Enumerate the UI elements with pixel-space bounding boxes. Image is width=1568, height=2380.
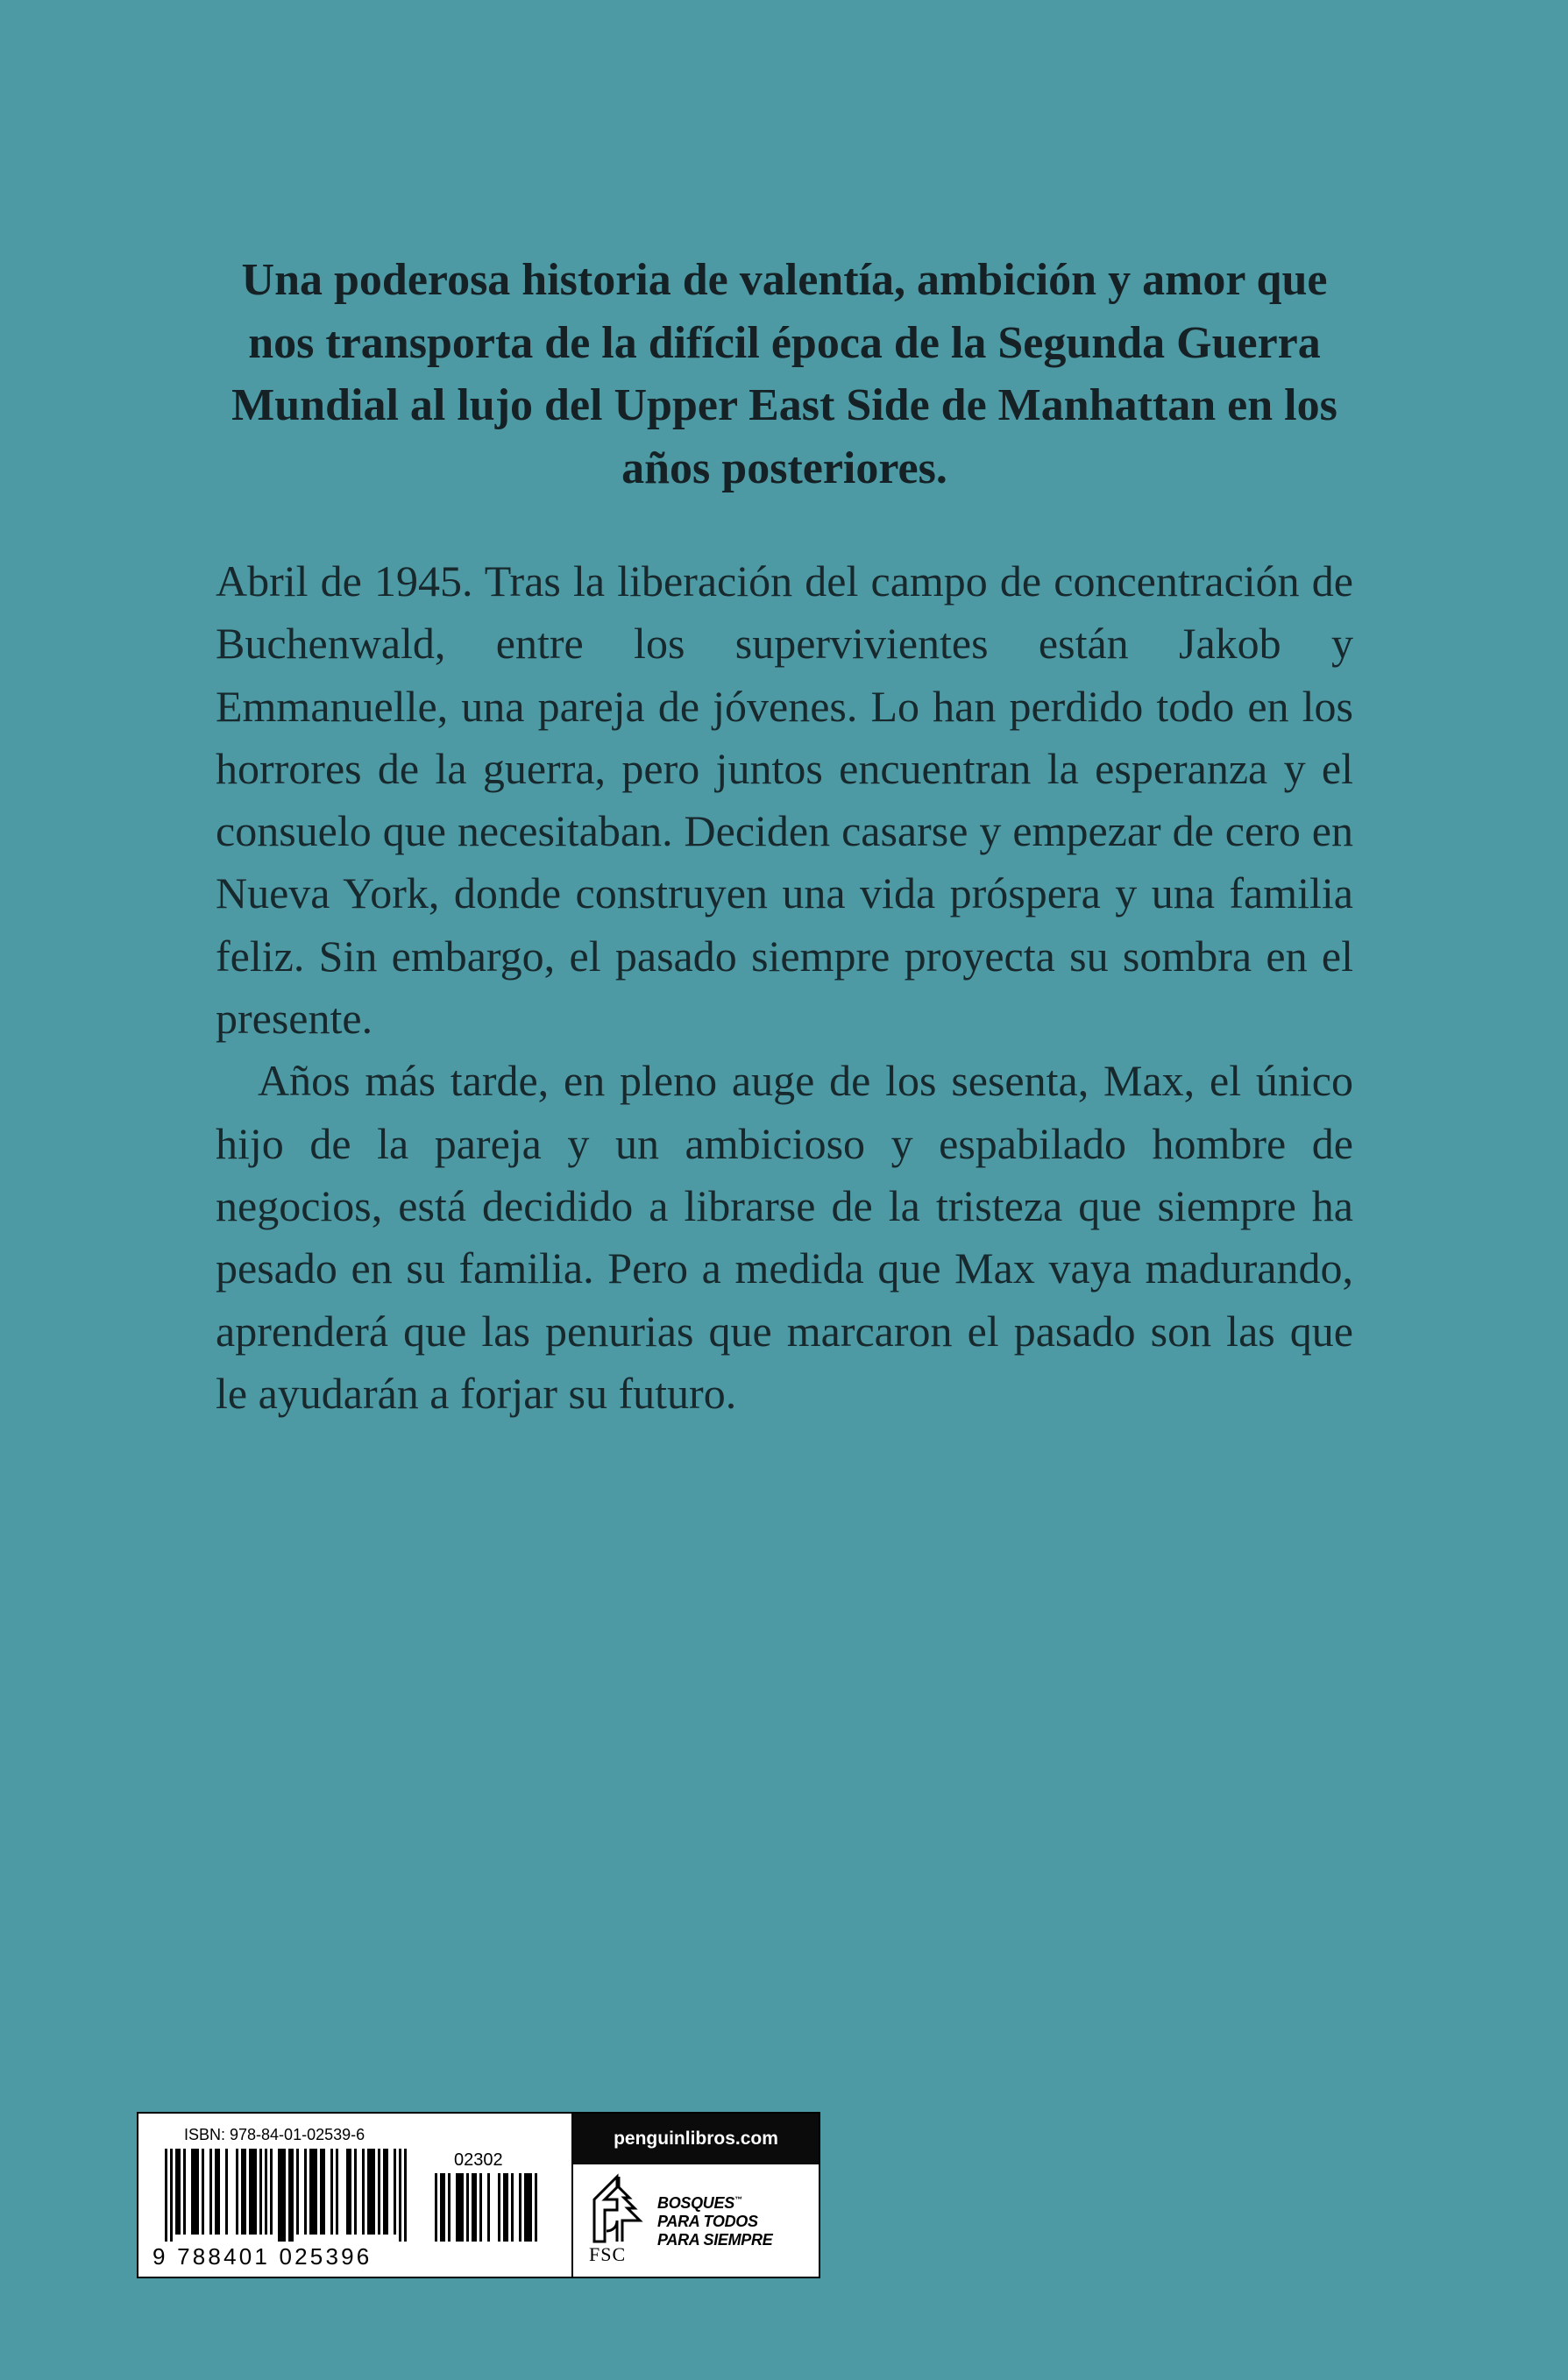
fsc-tree-icon	[587, 2173, 649, 2243]
synopsis-paragraph-2: Años más tarde, en pleno auge de los sesenta, Max, el único hijo de la pareja y un ambicioso y espabilado hombre de negocios, está decidido a librarse de la tristeza que siempre ha pesado en su familia. Pero a medida que Max vaya madurando, aprenderá que las penurias que marcaron el pasado son las que le ayudarán a forjar su futuro.	[216, 1056, 1353, 1418]
synopsis-paragraph-1: Abril de 1945. Tras la liberación del campo de concentración de Buchenwald, entre los supervivientes están Jakob y Emmanuelle, una pareja de jóvenes. Lo han perdido todo en los horrores de la guerra, pero juntos encuentran la esperanza y el consuelo que necesitaban. Deciden casarse y empezar de cero en Nueva York, donde construyen una vida próspera y una familia feliz. Sin embargo, el pasado siempre proyecta su sombra en el presente.	[216, 556, 1353, 1044]
fsc-logo	[573, 2164, 819, 2277]
barcode-icon	[165, 2149, 428, 2242]
publisher-url: penguinlibros.com	[573, 2114, 819, 2164]
barcode-panel	[137, 2112, 820, 2278]
addon-barcode-icon	[435, 2173, 549, 2242]
fsc-label: FSC	[589, 2243, 627, 2265]
ean-digits: 9 788401 025396	[153, 2243, 372, 2270]
addon-number: 02302	[454, 2150, 503, 2170]
tagline: Una poderosa historia de valentía, ambición y amor que nos transporta de la difícil época de la Segunda Guerra Mundial al lujo del Upper East Side de Manhattan en los años posteriores.	[231, 255, 1337, 493]
barcode-area	[138, 2114, 571, 2277]
trademark-mark: ™	[734, 2195, 742, 2204]
fsc-slogan	[657, 2191, 815, 2249]
synopsis	[216, 550, 1353, 1425]
isbn-label: ISBN: 978-84-01-02539-6	[184, 2126, 365, 2143]
fsc-slogan-line-3: PARA SIEMPRE	[657, 2231, 773, 2249]
fsc-slogan-line-2: PARA TODOS	[657, 2213, 758, 2230]
fsc-slogan-line-1: BOSQUES	[657, 2194, 734, 2212]
